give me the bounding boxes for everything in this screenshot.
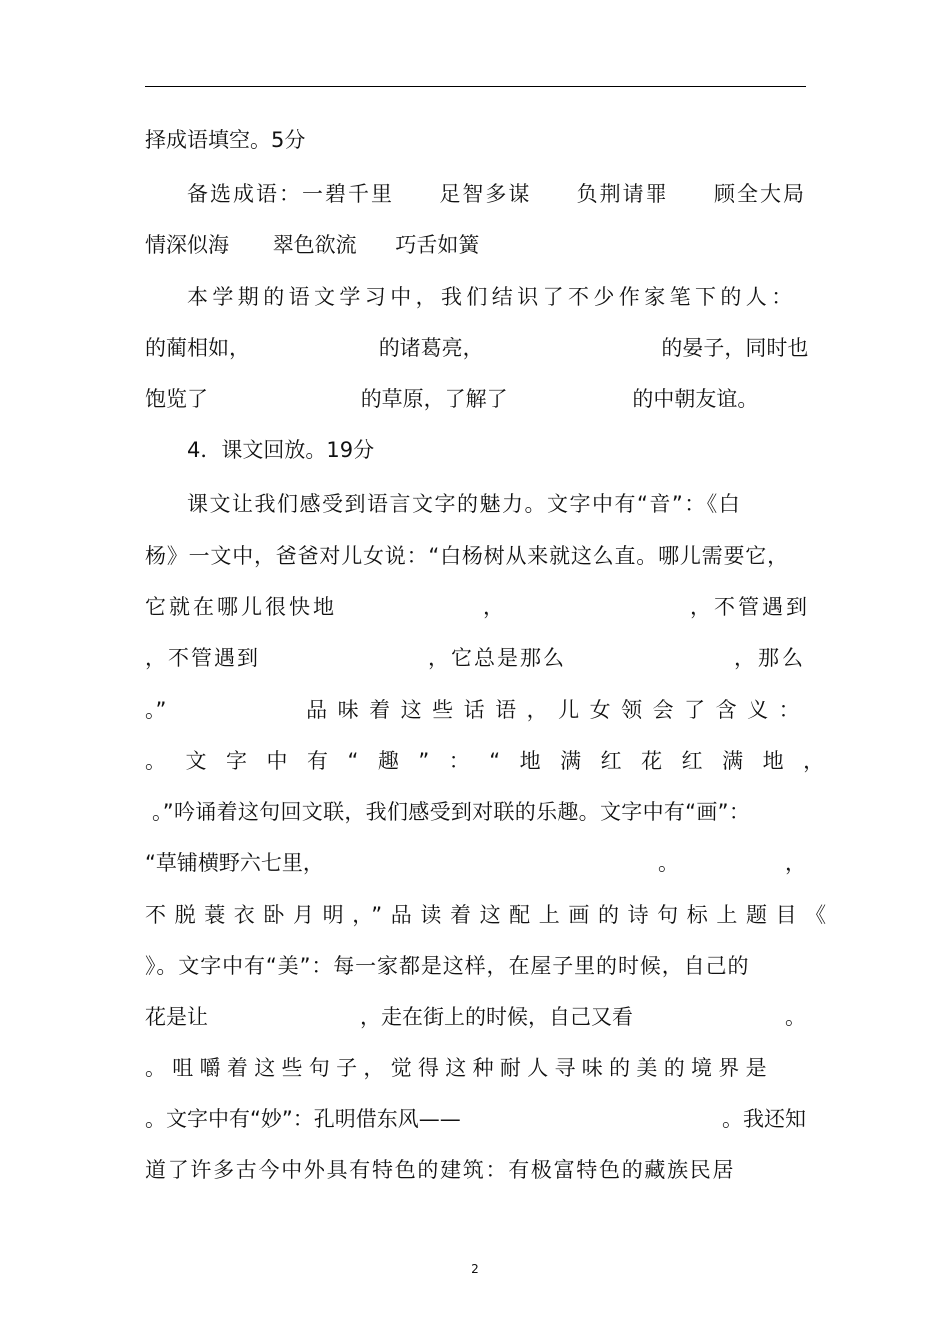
text-line [145,228,479,262]
text-line: 。”吟诵着这句回文联，我们感受到对联的乐趣。文字中有“画”： [152,800,751,824]
text-fragment: 。 [785,1005,806,1029]
text-fragment: 的草原，了解了 [360,387,508,411]
text-fragment: ，不管遇到 [145,646,260,670]
text-fragment: 。我还知 [722,1107,806,1131]
text-line [145,641,806,675]
text-fragment: 。 [657,851,679,875]
page-number: 2 [471,1262,479,1276]
idiom-option: 顾全大局 [713,182,806,206]
header-rule [145,86,806,87]
text-fragment: 的蔺相如， [145,336,250,360]
text-line: 道了许多古今中外具有特色的建筑：有极富特色的藏族民居 [145,1158,736,1182]
text-fragment: 品味着这些话语，儿女领会了含义： [306,698,811,722]
text-line: 本学期的语文学习中，我们结识了不少作家笔下的人： [187,285,797,309]
idiom-options-label: 备选成语：一碧千里 [187,182,394,206]
section-heading: 4．课文回放。19分 [187,438,375,462]
text-fragment: ，它总是那么 [428,646,566,670]
text-line: 课文让我们感受到语言文字的魅力。文字中有“音”：《白 [187,492,742,516]
text-fragment: 的晏子，同时也 [661,336,809,360]
text-fragment: 的中朝友谊。 [632,387,759,411]
text-line [145,693,810,727]
text-line: 择成语填空。5分 [145,128,306,152]
text-fragment: 。文字中有“妙”：孔明借东风—— [145,1107,461,1131]
text-line: 不脱蓑衣卧月明，”品读着这配上画的诗句标上题目《 [145,903,835,927]
text-line [145,1102,806,1136]
text-line [145,590,810,624]
text-fragment: 饱览了 [145,387,208,411]
text-line: 》。文字中有“美”：每一家都是这样，在屋子里的时候，自己的 [145,954,750,978]
text-fragment: ，那么 [734,646,806,670]
text-line: 杨》一文中，爸爸对儿女说：“白杨树从来就这么直。哪儿需要它， [145,544,789,568]
text-line [145,846,806,880]
text-fragment: ，走在街上的时候，自己又看 [360,1005,633,1029]
text-line [145,1000,806,1034]
text-fragment: 。” [145,698,167,722]
text-fragment: ， [784,851,806,875]
text-fragment: “草铺横野六七里， [145,851,324,875]
text-line [145,331,808,365]
text-fragment: 它就在哪儿很快地 [145,595,337,619]
text-line: 。文字中有“趣”：“地满红花红满地， [145,749,844,773]
text-fragment: ，不管遇到 [690,595,810,619]
text-fragment: ， [483,595,504,619]
idiom-option: 巧舌如簧 [395,233,480,257]
text-fragment: 的诸葛亮， [378,336,484,360]
text-line [187,177,806,211]
text-fragment: 花是让 [145,1005,208,1029]
text-line: 。咀嚼着这些句子，觉得这种耐人寻味的美的境界是 [145,1056,773,1080]
idiom-option: 负荆请罪 [576,182,669,206]
idiom-option: 足智多谋 [439,182,532,206]
idiom-option: 翠色欲流 [272,233,357,257]
idiom-option: 情深似海 [145,233,229,257]
text-line [145,382,758,416]
